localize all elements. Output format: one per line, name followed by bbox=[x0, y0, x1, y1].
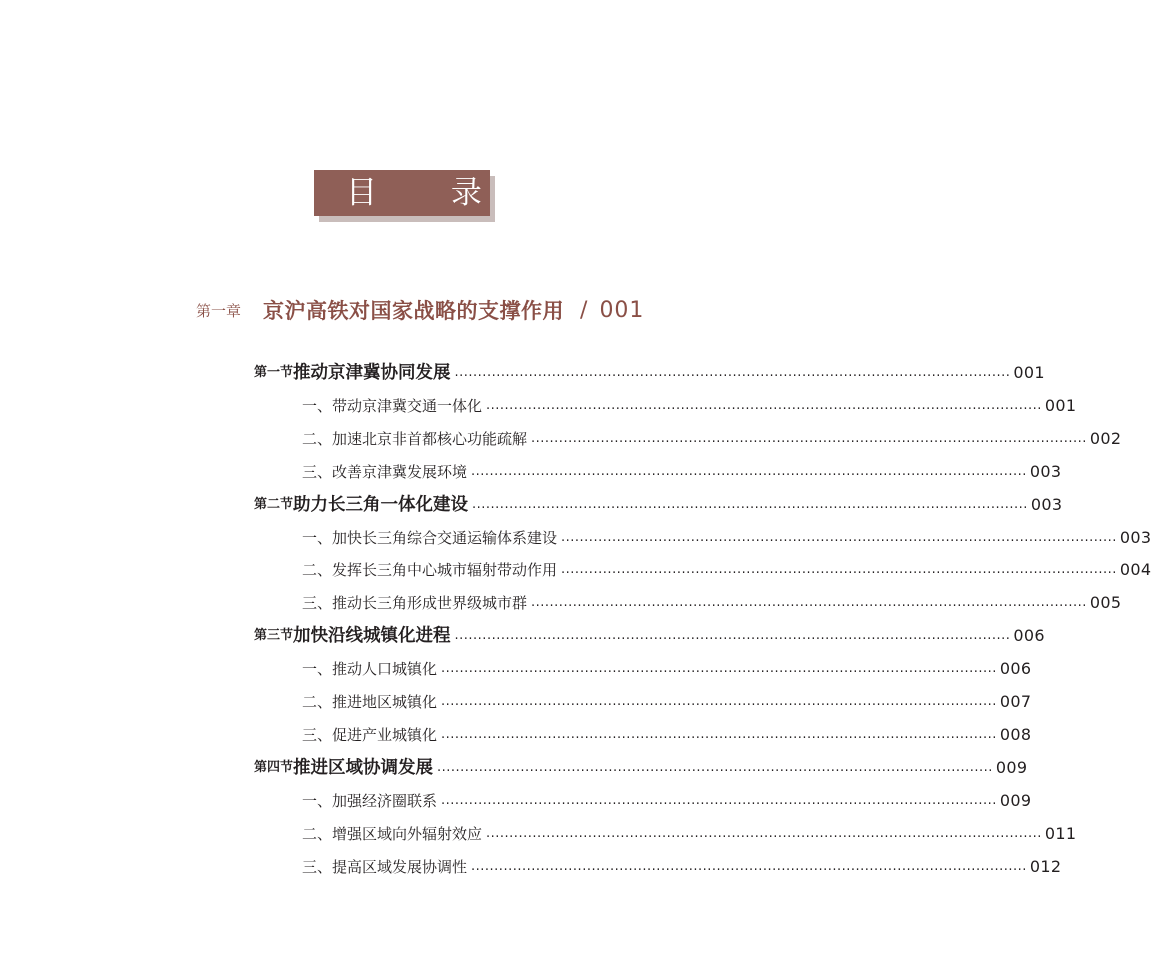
chapter-label: 第一章 bbox=[196, 301, 242, 320]
page-number: 008 bbox=[999, 724, 1032, 744]
toc-section-entry[interactable] bbox=[254, 623, 1045, 647]
dot-leader: ........................................................................................................................ bbox=[441, 661, 997, 677]
toc-subsection-entry[interactable] bbox=[302, 590, 1122, 614]
subsection-title: 一、加快长三角综合交通运输体系建设 bbox=[302, 528, 558, 547]
subsection-title: 二、推进地区城镇化 bbox=[302, 693, 438, 711]
subsection-title: 二、发挥长三角中心城市辐射带动作用 bbox=[302, 561, 558, 580]
dot-leader: ........................................................................................................................ bbox=[471, 463, 1027, 479]
dot-leader: ........................................................................................................................ bbox=[531, 430, 1087, 446]
toc-subsection-entry[interactable] bbox=[302, 689, 1032, 713]
toc-subsection-entry[interactable] bbox=[302, 525, 1151, 549]
dot-leader: ........................................................................................................................ bbox=[472, 496, 1028, 512]
dot-leader: ........................................................................................................................ bbox=[486, 397, 1042, 413]
dot-leader: ........................................................................................................................ bbox=[531, 595, 1087, 611]
page-number: 007 bbox=[999, 692, 1032, 711]
dot-leader: ........................................................................................................................ bbox=[454, 628, 1011, 644]
toc-section-entry[interactable] bbox=[254, 492, 1063, 516]
dot-leader: ........................................................................................................................ bbox=[561, 562, 1117, 578]
subsection-title: 一、加强经济圈联系 bbox=[302, 791, 438, 810]
toc-subsection-entry[interactable] bbox=[302, 459, 1062, 483]
section-label: 第一节 bbox=[254, 365, 294, 380]
toc-title: 目 录 bbox=[314, 170, 490, 216]
page-number: 003 bbox=[1119, 527, 1151, 547]
toc-subsection-entry[interactable] bbox=[302, 557, 1151, 581]
page-number: 001 bbox=[1044, 395, 1077, 415]
dot-leader: ........................................................................................................................ bbox=[441, 726, 997, 742]
page-number: 011 bbox=[1044, 823, 1077, 843]
toc-subsection-entry[interactable] bbox=[302, 854, 1062, 878]
page-number: 003 bbox=[1029, 461, 1062, 481]
page-number: 001 bbox=[1013, 363, 1045, 382]
subsection-title: 一、推动人口城镇化 bbox=[302, 660, 438, 679]
toc-subsection-entry[interactable] bbox=[302, 788, 1032, 812]
subsection-title: 一、带动京津冀交通一体化 bbox=[302, 396, 483, 415]
chapter-separator: / bbox=[580, 297, 588, 323]
subsection-title: 二、加速北京非首都核心功能疏解 bbox=[302, 429, 528, 448]
section-title: 助力长三角一体化建设 bbox=[293, 494, 469, 515]
dot-leader: ........................................................................................................................ bbox=[441, 694, 997, 709]
toc-subsection-entry[interactable] bbox=[302, 426, 1122, 450]
page-number: 012 bbox=[1029, 856, 1062, 876]
toc-section-entry[interactable] bbox=[254, 755, 1028, 779]
page-number: 005 bbox=[1089, 593, 1122, 613]
subsection-title: 三、改善京津冀发展环境 bbox=[302, 462, 468, 481]
page-number: 006 bbox=[1013, 626, 1045, 646]
toc-subsection-entry[interactable] bbox=[302, 821, 1077, 845]
toc-subsection-entry[interactable] bbox=[302, 722, 1032, 746]
subsection-title: 三、促进产业城镇化 bbox=[302, 725, 438, 744]
subsection-title: 三、推动长三角形成世界级城市群 bbox=[302, 594, 528, 613]
page-number: 009 bbox=[995, 757, 1028, 777]
chapter-heading[interactable] bbox=[196, 292, 662, 328]
toc-title-block bbox=[314, 170, 514, 222]
section-label: 第三节 bbox=[254, 628, 294, 644]
page-number: 009 bbox=[999, 790, 1032, 810]
section-title: 推进区域协调发展 bbox=[293, 757, 434, 778]
section-title: 推动京津冀协同发展 bbox=[293, 363, 451, 383]
subsection-title: 三、提高区域发展协调性 bbox=[302, 857, 468, 876]
chapter-title: 京沪高铁对国家战略的支撑作用 bbox=[263, 298, 565, 323]
page-number: 003 bbox=[1030, 494, 1063, 514]
chapter-page-number: 001 bbox=[599, 297, 645, 323]
dot-leader: ........................................................................................................................ bbox=[486, 825, 1042, 841]
page-number: 002 bbox=[1089, 428, 1122, 448]
dot-leader: ........................................................................................................................ bbox=[441, 792, 997, 808]
toc-subsection-entry[interactable] bbox=[302, 393, 1077, 417]
dot-leader: ........................................................................................................................ bbox=[561, 529, 1117, 545]
section-title: 加快沿线城镇化进程 bbox=[293, 626, 451, 647]
subsection-title: 二、增强区域向外辐射效应 bbox=[302, 824, 483, 843]
page-number: 006 bbox=[999, 659, 1032, 679]
dot-leader: ........................................................................................................................ bbox=[471, 858, 1027, 874]
section-label: 第四节 bbox=[254, 759, 294, 775]
toc-subsection-entry[interactable] bbox=[302, 656, 1032, 680]
toc-section-entry[interactable] bbox=[254, 360, 1045, 384]
dot-leader: ........................................................................................................................ bbox=[437, 759, 993, 775]
page-number: 004 bbox=[1119, 560, 1151, 580]
section-label: 第二节 bbox=[254, 496, 294, 512]
dot-leader: ........................................................................................................................ bbox=[454, 365, 1011, 380]
